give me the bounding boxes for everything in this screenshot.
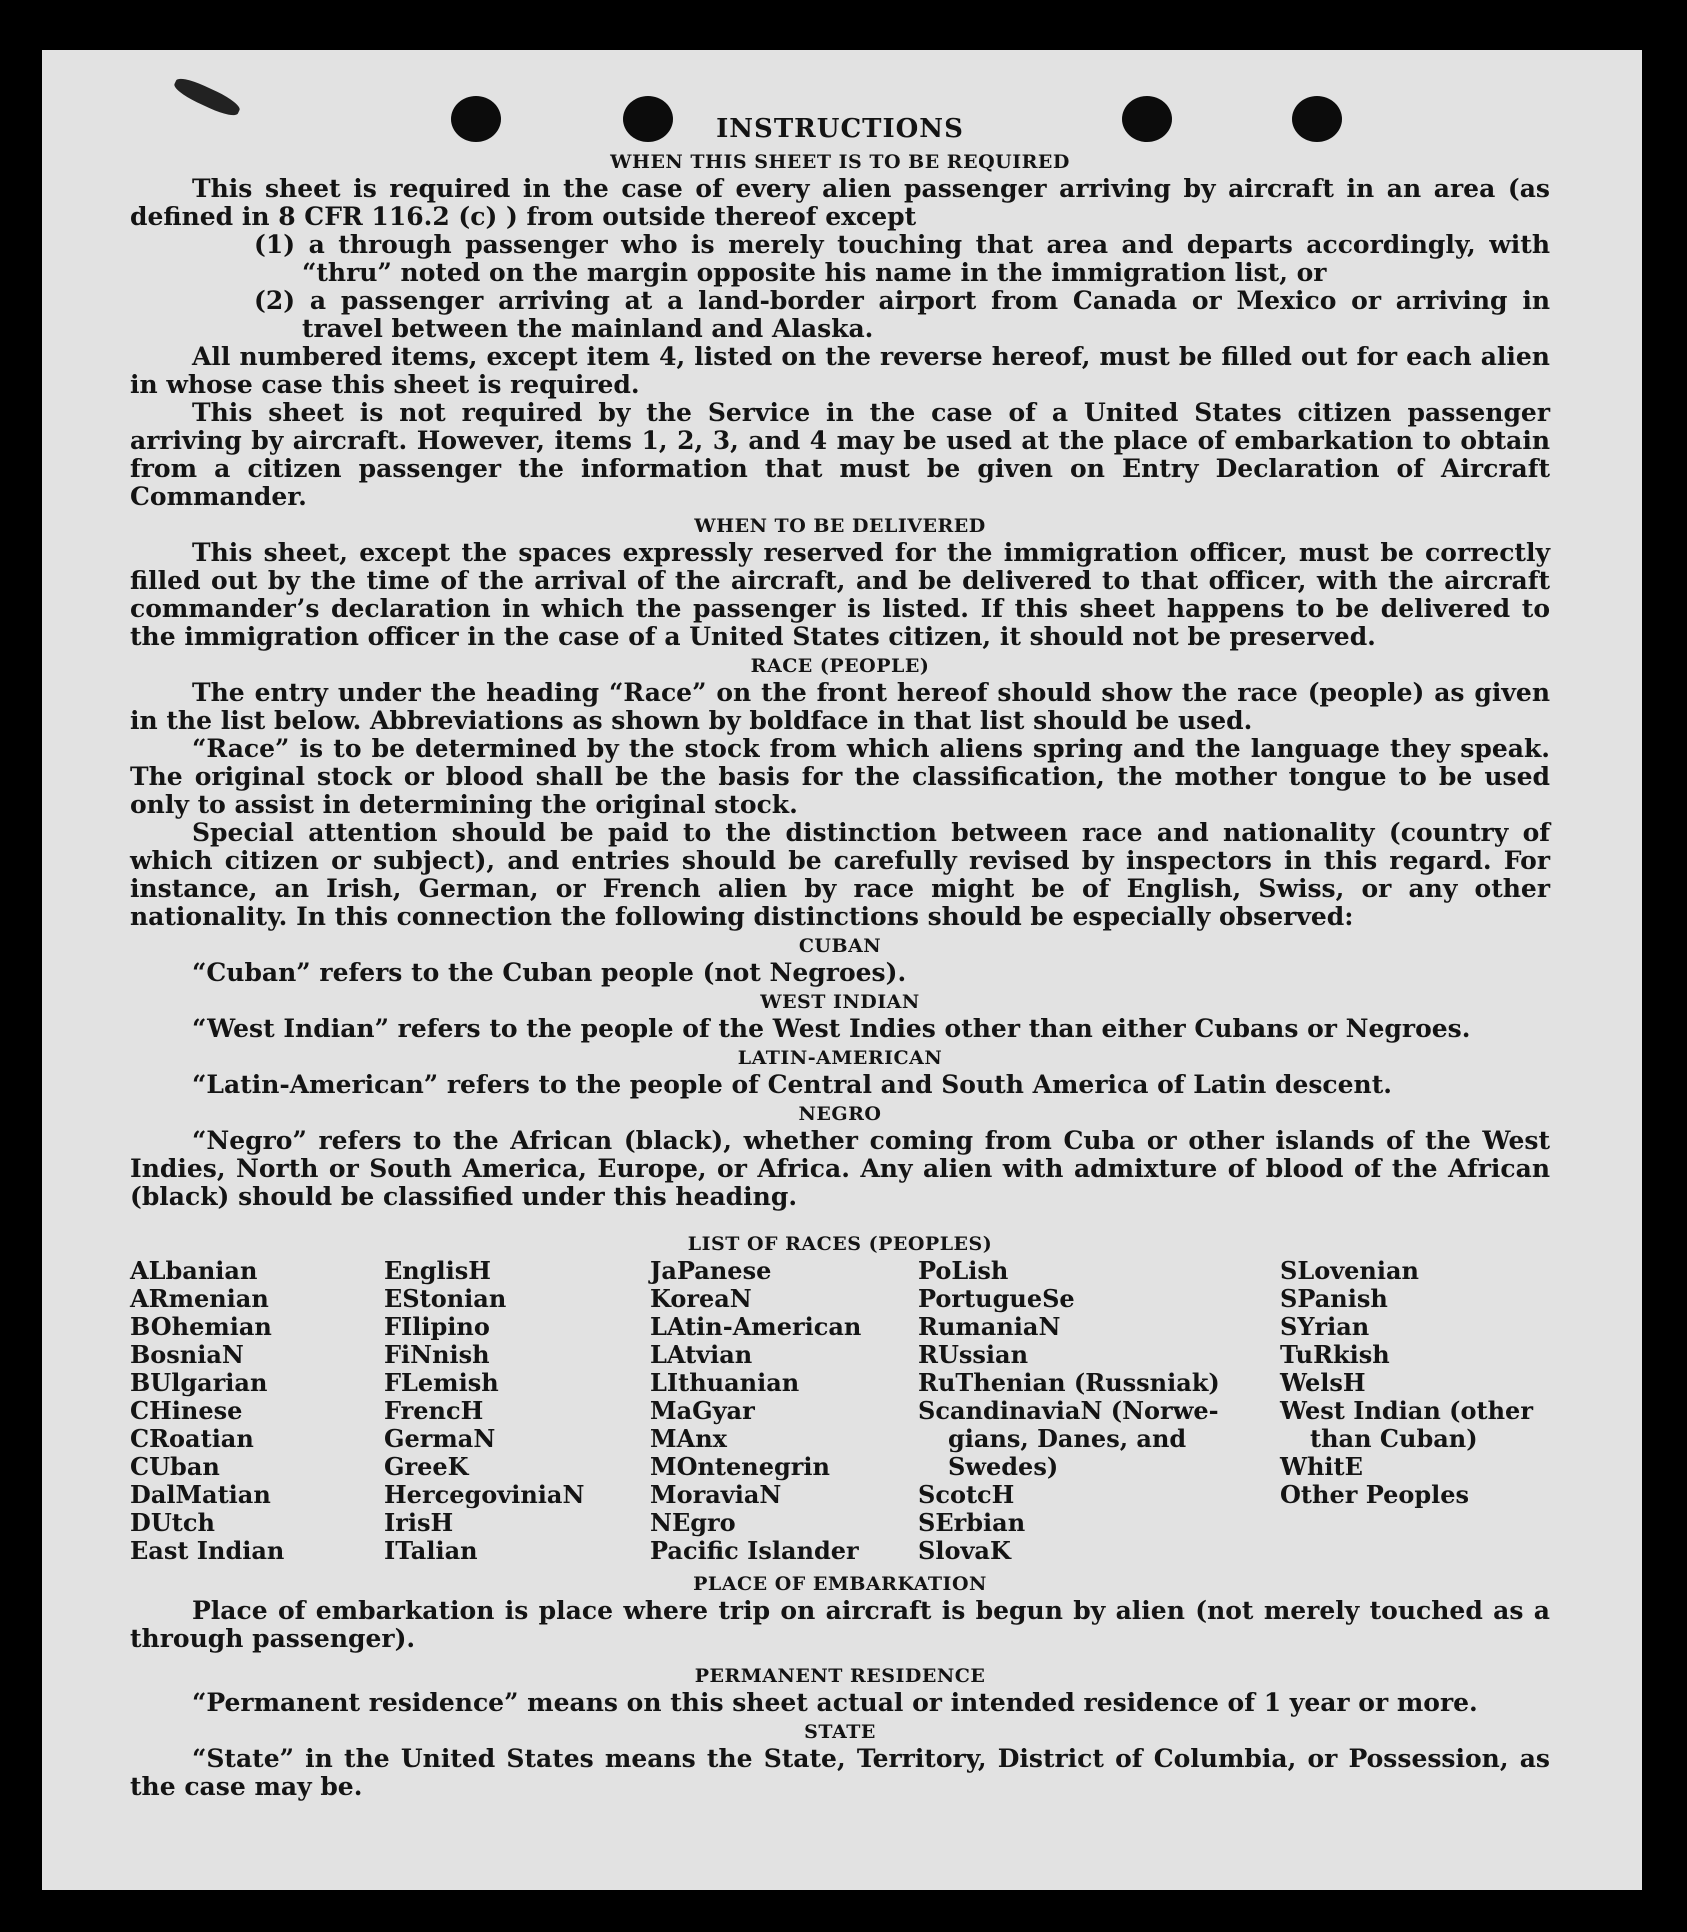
race-entry: LAtin-American — [650, 1312, 862, 1341]
race-entry: SPanish — [1280, 1284, 1388, 1313]
race-entry: Pacific Islander — [650, 1536, 859, 1565]
section-heading: NEGRO — [798, 1103, 882, 1125]
race-entry: DUtch — [130, 1508, 215, 1537]
race-entry: ITalian — [384, 1536, 478, 1565]
race-entry: GreeK — [384, 1452, 469, 1481]
paragraph: This sheet is not required by the Service in the case of a United States citizen passenger arriving by aircraft. However, items 1, 2, 3, and 4 may be used at the place of embarkation to obtain from a citizen passenger the information that must be given on Entry Declaration of Aircraft Commander. — [130, 398, 1550, 511]
paragraph: All numbered items, except item 4, listed on the reverse hereof, must be filled out for each alien in whose case this sheet is required. — [130, 342, 1550, 399]
race-entry: RUssian — [918, 1340, 1029, 1369]
race-entry: DalMatian — [130, 1480, 271, 1509]
race-entry: BUlgarian — [130, 1368, 268, 1397]
section-heading: PERMANENT RESIDENCE — [694, 1665, 986, 1687]
race-entry: MaGyar — [650, 1396, 755, 1425]
section-heading: RACE (PEOPLE) — [750, 655, 930, 677]
race-entry: LAtvian — [650, 1340, 753, 1369]
race-column — [384, 1257, 584, 1565]
race-entry: RuThenian (Russniak) — [918, 1368, 1220, 1397]
section-heading: STATE — [804, 1721, 876, 1743]
paragraph: “State” in the United States means the State, Territory, District of Columbia, or Possession, as the case may be. — [130, 1744, 1550, 1801]
definition-text: “West Indian” refers to the people of the West Indies other than either Cubans or Negroes. — [192, 1014, 1471, 1043]
race-entry: NEgro — [650, 1508, 736, 1537]
race-entry: GermaN — [384, 1424, 496, 1453]
race-entry: West Indian (other — [1280, 1396, 1533, 1425]
race-entry: MAnx — [650, 1424, 727, 1453]
paragraph: “Race” is to be determined by the stock from which aliens spring and the language they speak. The original stock or blood shall be the basis for the classification, the mother tongue to be used only to assist in determining the original stock. — [130, 734, 1550, 819]
page-title: INSTRUCTIONS — [716, 114, 964, 144]
race-entry: SlovaK — [918, 1536, 1011, 1565]
race-entry: IrisH — [384, 1508, 454, 1537]
race-entry: JaPanese — [650, 1256, 772, 1285]
race-entry: SYrian — [1280, 1312, 1370, 1341]
race-entry: ScotcH — [918, 1480, 1015, 1509]
race-entry: ScandinaviaN (Norwe- — [918, 1396, 1219, 1425]
race-entry: FrencH — [384, 1396, 484, 1425]
race-entry: WelsH — [1280, 1368, 1366, 1397]
document-sheet — [42, 50, 1642, 1890]
paragraph: This sheet is required in the case of every alien passenger arriving by aircraft in an area (as defined in 8 CFR 116.2 (c) ) from outside thereof except — [130, 174, 1550, 231]
paragraph: Special attention should be paid to the distinction between race and nationality (country of which citizen or subject), and entries should be carefully revised by inspectors in this regard. For instance, an Irish, German, or French alien by race might be of English, Swiss, or any other nationality. In this connection the following distinctions should be especially observed: — [130, 818, 1550, 931]
race-entry: FLemish — [384, 1368, 499, 1397]
race-entry: gians, Danes, and — [948, 1424, 1187, 1453]
paragraph: The entry under the heading “Race” on the front hereof should show the race (people) as given in the list below. Abbreviations as shown by boldface in that list should be used. — [130, 678, 1550, 735]
list-item: (1) a through passenger who is merely touching that area and departs accordingly, with “thru” noted on the margin opposite his name in the immigration list, or — [254, 230, 1550, 287]
race-entry: CUban — [130, 1452, 220, 1481]
race-entry: TuRkish — [1280, 1340, 1390, 1369]
definition-text: “Cuban” refers to the Cuban people (not Negroes). — [192, 958, 907, 987]
race-entry: LIthuanian — [650, 1368, 800, 1397]
section-heading: LATIN-AMERICAN — [737, 1047, 943, 1069]
race-entry: CHinese — [130, 1396, 243, 1425]
definition-text: “Permanent residence” means on this sheet actual or intended residence of 1 year or more. — [192, 1688, 1478, 1717]
race-column — [918, 1257, 1220, 1565]
race-entry: BOhemian — [130, 1312, 272, 1341]
section-heading: CUBAN — [798, 935, 882, 957]
race-entry: EStonian — [384, 1284, 507, 1313]
race-entry: Swedes) — [948, 1452, 1059, 1481]
race-entry: SLovenian — [1280, 1256, 1419, 1285]
race-entry: East Indian — [130, 1536, 285, 1565]
paragraph: This sheet, except the spaces expressly reserved for the immigration officer, must be correctly filled out by the time of the arrival of the aircraft, and be delivered to that officer, with the aircraft commander’s declaration in which the passenger is listed. If this sheet happens to be delivered to the immigration officer in the case of a United States citizen, it should not be preserved. — [130, 538, 1550, 651]
race-entry: HercegoviniaN — [384, 1480, 585, 1509]
race-entry: ARmenian — [130, 1284, 269, 1313]
instructions-content — [130, 115, 1550, 1801]
race-entry: EnglisH — [384, 1256, 491, 1285]
section-heading: WHEN THIS SHEET IS TO BE REQUIRED — [610, 151, 1070, 173]
definition-text: “Latin-American” refers to the people of Central and South America of Latin descent. — [192, 1070, 1392, 1099]
race-entry: RumaniaN — [918, 1312, 1061, 1341]
race-entry: than Cuban) — [1310, 1424, 1478, 1453]
race-entry: PoLish — [918, 1256, 1009, 1285]
section-heading: WHEN TO BE DELIVERED — [694, 515, 986, 537]
race-column — [1280, 1257, 1533, 1509]
section-heading: LIST OF RACES (PEOPLES) — [687, 1233, 993, 1255]
race-entry: ALbanian — [130, 1256, 258, 1285]
race-entry: Other Peoples — [1280, 1480, 1470, 1509]
race-entry: MOntenegrin — [650, 1452, 830, 1481]
paragraph: Place of embarkation is place where trip on aircraft is begun by alien (not merely touched as a through passenger). — [130, 1596, 1550, 1653]
race-entry: MoraviaN — [650, 1480, 782, 1509]
section-heading: PLACE OF EMBARKATION — [693, 1573, 987, 1595]
race-entry: BosniaN — [130, 1340, 244, 1369]
race-list — [130, 1257, 1550, 1569]
race-column — [650, 1257, 861, 1565]
list-item: (2) a passenger arriving at a land-border airport from Canada or Mexico or arriving in travel between the mainland and Alaska. — [254, 286, 1550, 343]
race-entry: PortugueSe — [918, 1284, 1075, 1313]
race-entry: FiNnish — [384, 1340, 490, 1369]
race-column — [130, 1257, 284, 1565]
section-heading: WEST INDIAN — [760, 991, 920, 1013]
race-entry: CRoatian — [130, 1424, 254, 1453]
race-entry: FIlipino — [384, 1312, 490, 1341]
race-entry: WhitE — [1280, 1452, 1363, 1481]
scan-speck — [171, 74, 242, 120]
race-entry: KoreaN — [650, 1284, 752, 1313]
paragraph: “Negro” refers to the African (black), whether coming from Cuba or other islands of the West Indies, North or South America, Europe, or Africa. Any alien with admixture of blood of the African (black) should be classified under this heading. — [130, 1126, 1550, 1211]
race-entry: SErbian — [918, 1508, 1026, 1537]
